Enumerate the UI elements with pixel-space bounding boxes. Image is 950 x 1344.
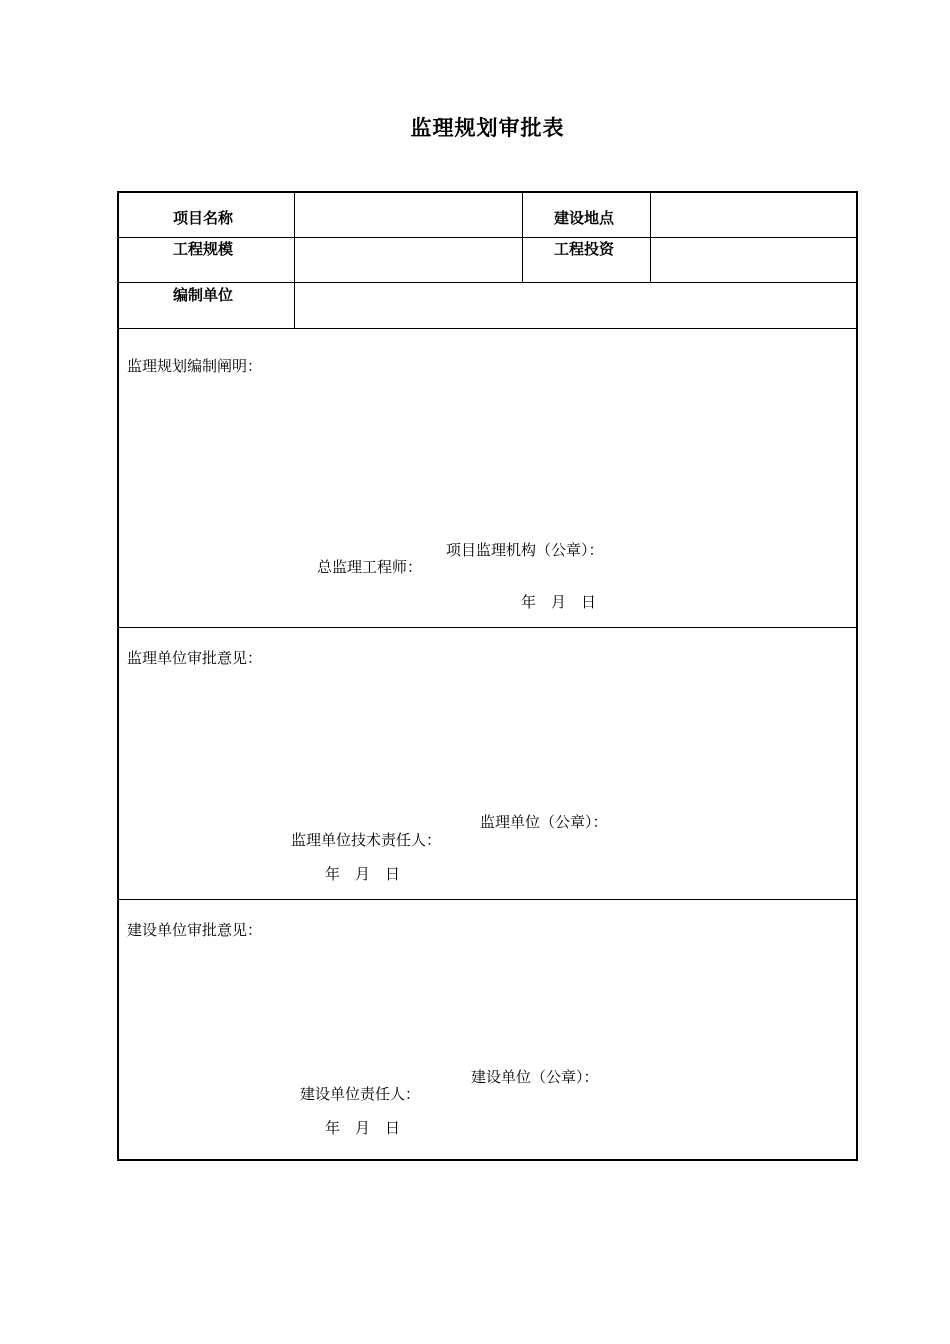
investment-field[interactable] — [652, 239, 855, 281]
investment-label: 工程投资 — [554, 240, 615, 258]
column-divider — [650, 193, 651, 282]
project-name-field[interactable] — [296, 194, 521, 236]
section3-date: 年 月 日 — [325, 1119, 401, 1137]
section2-date: 年 月 日 — [325, 865, 401, 883]
compiler-field[interactable] — [296, 284, 855, 327]
column-divider — [294, 193, 295, 328]
project-scale-label: 工程规模 — [173, 240, 234, 258]
section1-date: 年 月 日 — [521, 593, 597, 611]
compiler-label: 编制单位 — [173, 286, 234, 304]
chief-engineer-label: 总监理工程师： — [317, 558, 423, 576]
approval-form-table — [117, 191, 858, 1161]
section-divider — [119, 627, 856, 628]
project-org-seal-label: 项目监理机构（公章）： — [446, 541, 604, 559]
supervisor-seal-label: 监理单位（公章）： — [480, 813, 608, 831]
supervisor-opinion-heading: 监理单位审批意见： — [127, 649, 263, 667]
project-scale-field[interactable] — [296, 239, 521, 281]
row-divider — [119, 282, 856, 283]
owner-opinion-heading: 建设单位审批意见： — [127, 921, 263, 939]
plan-description-heading: 监理规划编制阐明： — [127, 357, 263, 375]
owner-responsible-label: 建设单位责任人： — [300, 1085, 421, 1103]
owner-seal-label: 建设单位（公章）： — [471, 1068, 599, 1086]
row-divider — [119, 328, 856, 329]
section-divider — [119, 899, 856, 900]
location-field[interactable] — [652, 194, 855, 236]
page-title: 监理规划审批表 — [410, 116, 565, 140]
supervisor-tech-lead-label: 监理单位技术责任人： — [291, 831, 442, 849]
location-label: 建设地点 — [554, 209, 615, 227]
column-divider — [522, 193, 523, 282]
project-name-label: 项目名称 — [173, 209, 234, 227]
